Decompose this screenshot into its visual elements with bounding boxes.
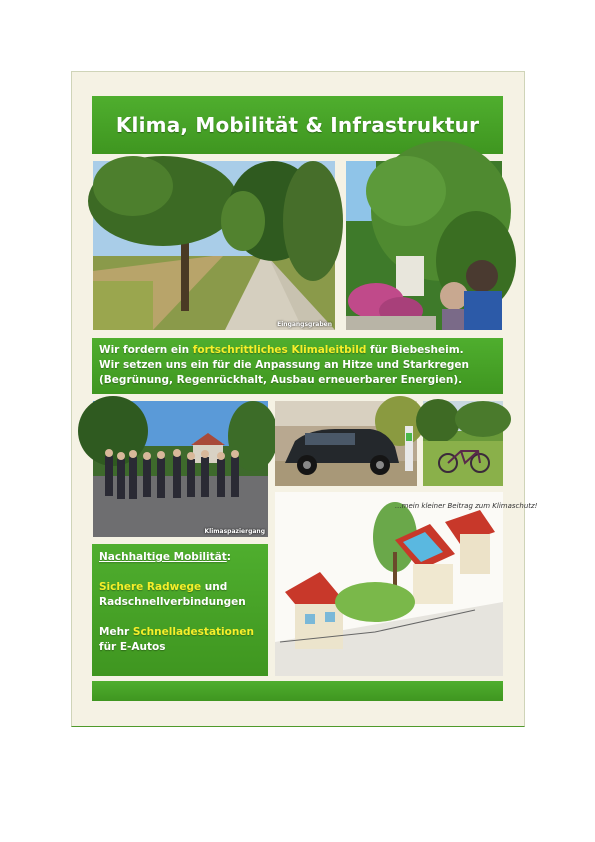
- photo-tree-lined-path: [93, 161, 335, 330]
- drawing-note: ...mein kleiner Beitrag zum Klimaschutz!: [395, 502, 538, 510]
- mobility-item-1: [99, 580, 261, 595]
- mobility-highlight: Schnelladestationen: [132, 626, 254, 638]
- photo-caption-walk: Klimaspaziergang: [204, 528, 265, 535]
- banner-line-3: (Begrünung, Regenrückhalt, Ausbau erneuerbarer Energien).: [99, 374, 463, 386]
- photo-climate-walk: [93, 401, 268, 537]
- footer-bar: [92, 681, 503, 701]
- mobility-item-1-line2: Radschnellverbindungen: [99, 596, 246, 608]
- photo-ev-charging: [275, 401, 417, 486]
- banner-text: Wir fordern ein: [99, 344, 193, 356]
- mobility-heading-line: [99, 550, 261, 565]
- banner-line-1: [99, 343, 496, 358]
- climate-demand-banner: [92, 338, 503, 394]
- mobility-text: und: [201, 581, 228, 593]
- photo-bicycle-meadow: [423, 401, 503, 486]
- banner-line-2: Wir setzen uns ein für die Anpassung an Hitze und Starkregen: [99, 359, 469, 371]
- banner-text: für Biebesheim.: [366, 344, 464, 356]
- page-title: Klima, Mobilität & Infrastruktur: [115, 113, 480, 137]
- banner-highlight: fortschrittliches Klimaleitbild: [192, 344, 367, 356]
- mobility-item-2-line2: für E-Autos: [99, 641, 166, 653]
- photo-caption-road: Eingangsgraben: [277, 321, 332, 328]
- illustration-houses-solar: [275, 492, 538, 676]
- mobility-highlight: Sichere Radwege: [99, 581, 202, 593]
- mobility-item-2: [99, 625, 261, 640]
- mobility-heading: Nachhaltige Mobilität: [99, 551, 227, 563]
- photo-green-facade: [346, 161, 502, 330]
- mobility-box: [92, 544, 268, 676]
- mobility-text: Mehr: [99, 626, 133, 638]
- mobility-heading-colon: :: [226, 551, 231, 563]
